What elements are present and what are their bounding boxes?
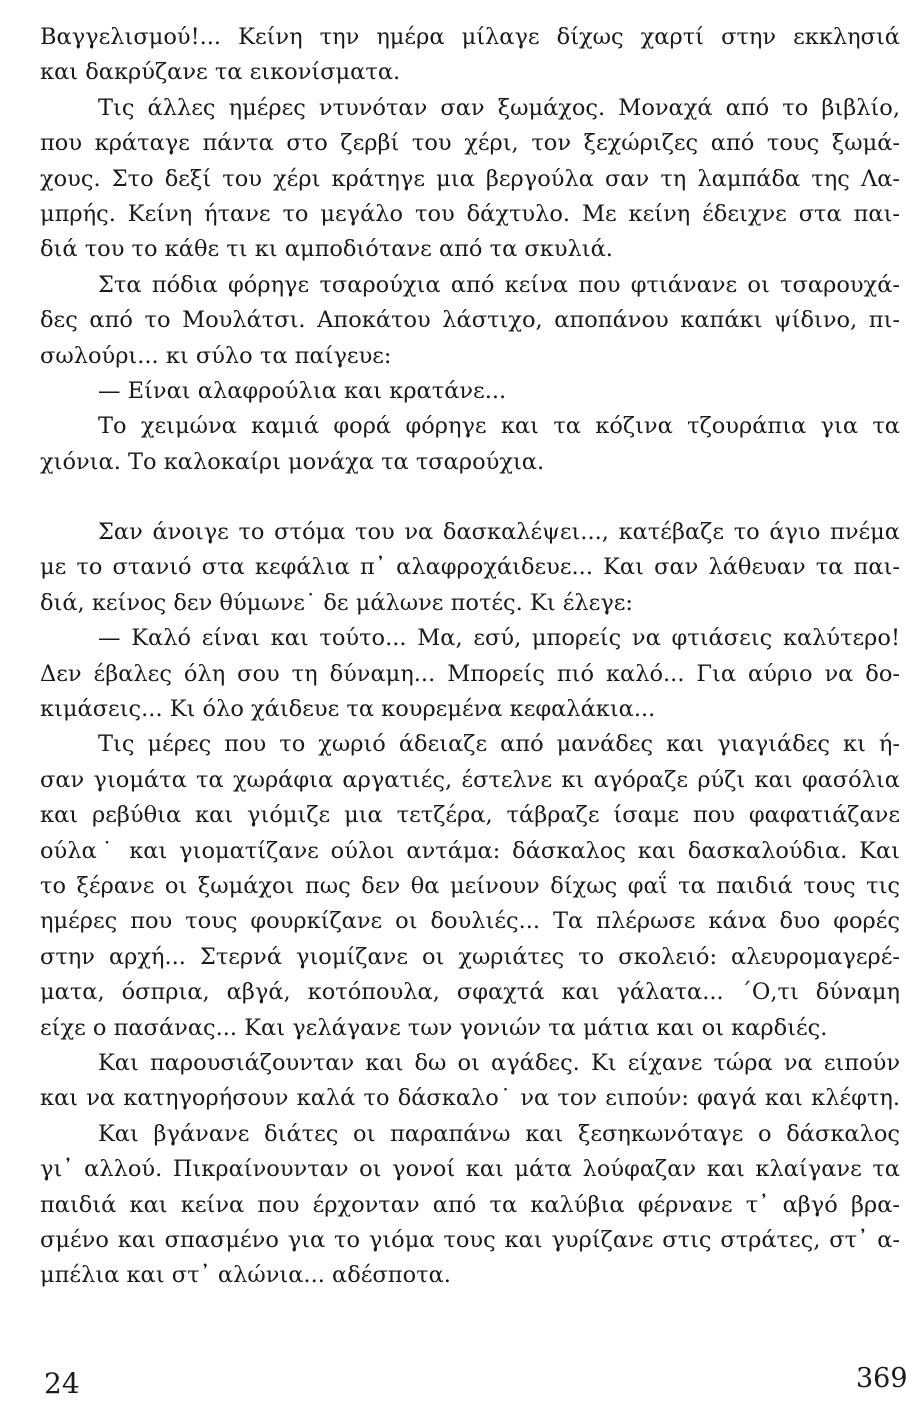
text-line: το ξέρανε οι ξωμάχοι πως δεν θα μείνουν δίχως φαΐ τα παιδιά τους τις: [40, 872, 900, 899]
text-line: Στα πόδια φόρηγε τσαρούχια από κείνα που φτιάνανε οι τσαρουχά-: [98, 271, 900, 298]
text-line: που κράταγε πάντα στο ζερβί του χέρι, τον ξεχώριζες από τους ξωμά-: [40, 130, 900, 157]
text-line: με το στανιό στα κεφάλια π᾽ αλαφροχάιδευε... Και σαν λάθευαν τα παι-: [40, 554, 900, 581]
text-line: και δακρύζανε τα εικονίσματα.: [40, 59, 401, 86]
text-line: γι᾽ αλλού. Πικραίνουνταν οι γονοί και μάτα λούφαζαν και κλαίγανε τα: [40, 1156, 900, 1183]
text-line: μπέλια και στ᾽ αλώνια... αδέσποτα.: [40, 1262, 451, 1289]
section-gap: [40, 480, 900, 515]
text-line: δες από το Μουλάτσι. Αποκάτου λάστιχο, αποπάνου καπάκι ψίδινο, πι-: [40, 307, 900, 334]
text-line: χιόνια. Το καλοκαίρι μονάχα τα τσαρούχια.: [40, 448, 545, 475]
text-line: είχε ο πασάνας... Και γελάγανε των γονιών τα μάτια και οι καρδιές.: [40, 1014, 828, 1041]
text-line: ούλα˙ και γιοματίζανε ούλοι αντάμα: δάσκαλος και δασκαλούδια. Και: [40, 837, 900, 864]
text-line: Τις άλλες ημέρες ντυνόταν σαν ξωμάχος. Μοναχά από το βιβλίο,: [98, 94, 900, 121]
signature-mark: 24: [44, 1367, 80, 1400]
text-line: στην αρχή... Στερνά γιομίζανε οι χωριάτες το σκολειό: αλευρομαγερέ-: [40, 943, 900, 970]
text-line: χους. Στο δεξί του χέρι κράτηγε μια βεργούλα σαν τη λαμπάδα της Λα-: [40, 165, 900, 192]
page-number: 369: [856, 1363, 908, 1394]
text-line: και ρεβύθια και γιόμιζε μια τετζέρα, τάβραζε ίσαμε που φαφατιάζανε: [40, 802, 900, 829]
text-line: Σαν άνοιγε το στόμα του να δασκαλέψει..., κατέβαζε το άγιο πνέμα: [98, 519, 900, 546]
page-body: [40, 20, 900, 1294]
text-line: Δεν έβαλες όλη σου τη δύναμη... Μπορείς πιό καλό... Για αύριο να δο-: [40, 660, 900, 687]
text-line: ματα, όσπρια, αβγά, κοτόπουλα, σφαχτά και γάλατα... ΄Ο,τι δύναμη: [40, 979, 900, 1006]
text-line: Τις μέρες που το χωριό άδειαζε από μανάδες και γιαγιάδες κι ή-: [98, 731, 900, 758]
text-line: σωλούρι... κι σύλο τα παίγευε:: [40, 342, 392, 369]
text-line: — Καλό είναι και τούτο... Μα, εσύ, μπορείς να φτιάσεις καλύτερο!: [98, 625, 900, 652]
text-line: διά, κείνος δεν θύμωνε˙ δε μάλωνε ποτές. Κι έλεγε:: [40, 589, 633, 616]
text-line: ημέρες που τους φουρκίζανε οι δουλιές... Τα πλέρωσε κάνα δυο φορές: [40, 908, 900, 935]
paragraph-block-2: [40, 515, 900, 1294]
text-line: Βαγγελισμού!... Κείνη την ημέρα μίλαγε δίχως χαρτί στην εκκλησιά: [40, 24, 900, 50]
text-line: και να κατηγορήσουν καλά το δάσκαλο˙ να τον ειπούν: φαγά και κλέφτη.: [40, 1085, 900, 1112]
text-line: σμένο και σπασμένο για το γιόμα τους και γυρίζανε στις στράτες, στ᾽ α-: [40, 1226, 900, 1253]
text-line: σαν γιομάτα τα χωράφια αργατιές, έστελνε κι αγόραζε ρύζι και φασόλια: [40, 766, 900, 793]
text-line: διά του το κάθε τι κι αμποδιότανε από τα σκυλιά.: [40, 236, 613, 263]
text-line: μπρής. Κείνη ήτανε το μεγάλο του δάχτυλο. Με κείνη έδειχνε στα παι-: [40, 200, 900, 227]
text-line: Το χειμώνα καμιά φορά φόρηγε και τα κόζινα τζουράπια για τα: [98, 413, 900, 440]
text-line: — Είναι αλαφρούλια και κρατάνε...: [98, 377, 507, 404]
text-line: κιμάσεις... Κι όλο χάιδευε τα κουρεμένα κεφαλάκια...: [40, 696, 656, 723]
text-line: Και βγάνανε διάτες οι παραπάνω και ξεσηκωνόταγε ο δάσκαλος: [98, 1120, 900, 1147]
paragraph-block-1: [40, 20, 900, 480]
text-line: παιδιά και κείνα που έρχονταν από τα καλύβια φέρνανε τ᾽ αβγό βρα-: [40, 1191, 900, 1218]
text-line: Και παρουσιάζουνταν και δω οι αγάδες. Κι είχανε τώρα να ειπούν: [98, 1049, 900, 1076]
